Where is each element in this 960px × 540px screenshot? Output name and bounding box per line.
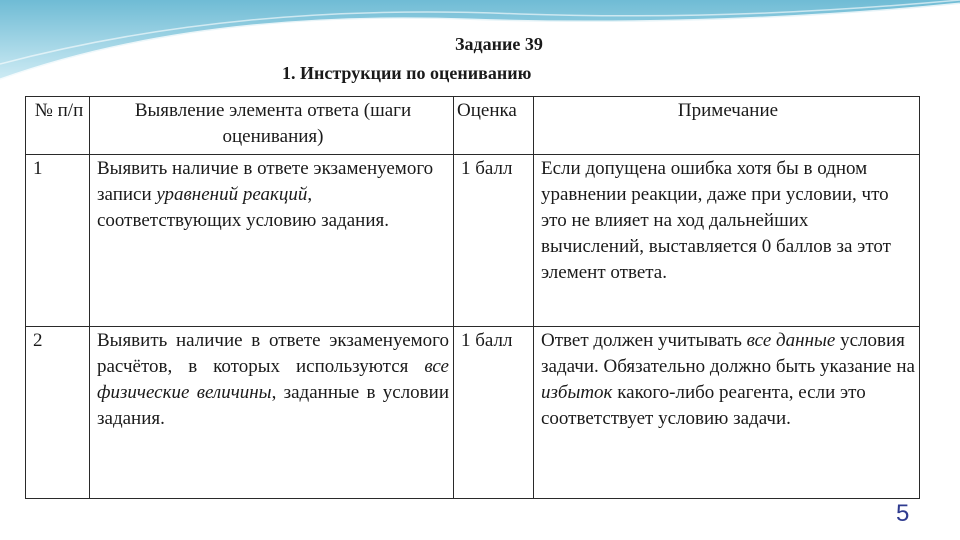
row-score: 1 балл — [454, 155, 534, 327]
step-text: Выявить наличие в ответе экзаменуемого расчётов, в которых используются — [97, 330, 449, 377]
note-text: Ответ должен учитывать — [541, 330, 747, 351]
decorative-wave-header — [0, 0, 960, 110]
page-number: 5 — [896, 500, 910, 527]
step-emphasis: уравнений реакций — [156, 184, 308, 205]
row-number: 1 — [26, 155, 90, 327]
step-text-end: , соответствующих условию задания. — [97, 184, 389, 231]
note-text-end: какого-либо реагента, если это соответствует условию задачи. — [541, 382, 866, 429]
table-row — [26, 155, 920, 327]
row-step — [90, 327, 454, 499]
step-text: Выявить наличие в ответе экзаменуемого записи — [97, 158, 434, 205]
header-score: Оценка — [454, 97, 534, 155]
row-number: 2 — [26, 327, 90, 499]
row-note: Если допущена ошибка хотя бы в одном уравнении реакции, даже при условии, что это не влияет на ход дальнейших вычислений, выставляется 0 баллов за этот элемент ответа. — [534, 155, 920, 327]
table-header-row — [26, 97, 920, 155]
header-number: № п/п — [26, 97, 90, 155]
grading-table — [25, 96, 920, 499]
header-step: Выявление элемента ответа (шаги оценивания) — [90, 97, 454, 155]
row-note — [534, 327, 920, 499]
step-text-end: , заданные в условии задания. — [97, 382, 449, 429]
row-step — [90, 155, 454, 327]
row-score: 1 балл — [454, 327, 534, 499]
table-row — [26, 327, 920, 499]
note-text-mid: условия задачи. Обязательно должно быть указание на — [541, 330, 915, 377]
note-emphasis: все данные — [746, 330, 836, 351]
page-title: Задание 39 — [455, 34, 543, 54]
section-subtitle: 1. Инструкции по оцениванию — [282, 63, 532, 83]
step-emphasis: все физические величины — [97, 356, 449, 403]
header-note: Примечание — [534, 97, 920, 155]
note-emphasis-excess: избыток — [541, 382, 613, 403]
